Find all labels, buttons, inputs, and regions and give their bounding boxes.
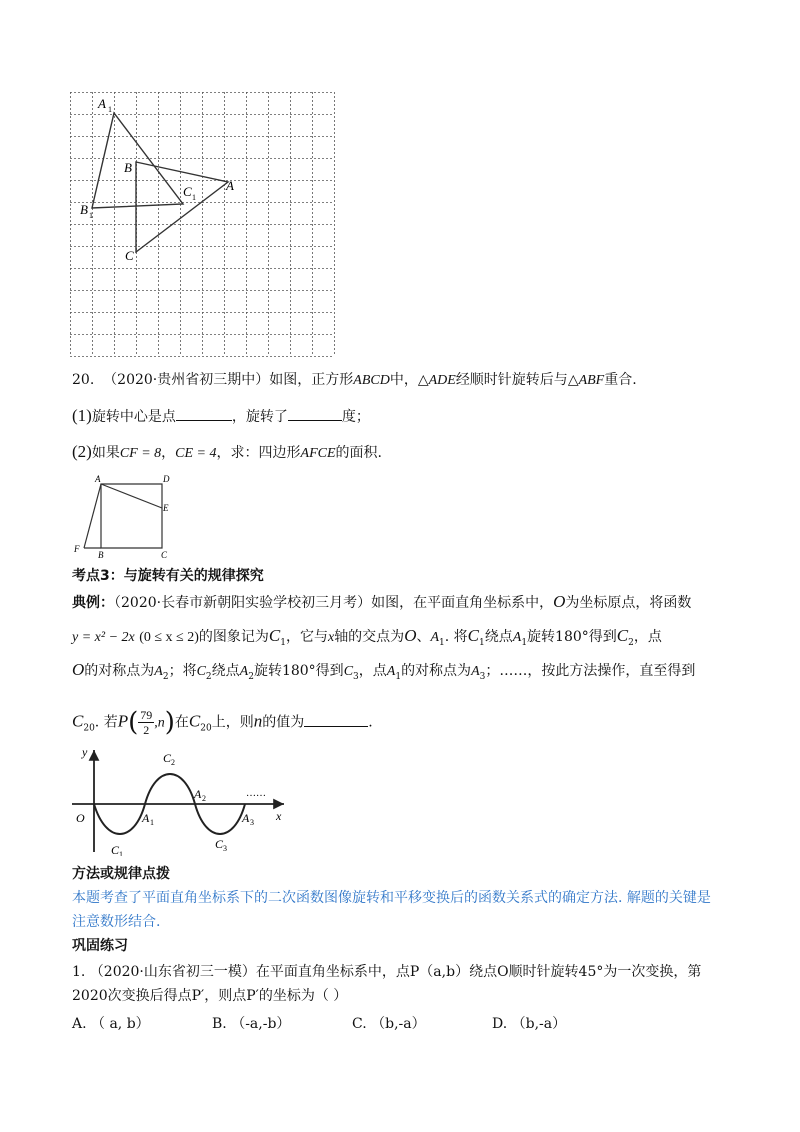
answer-blank[interactable] — [304, 726, 368, 727]
label-a1: A — [98, 96, 106, 111]
svg-text:C: C — [215, 837, 224, 851]
triangle-a1b1c1 — [92, 113, 183, 208]
answer-blank[interactable] — [176, 420, 232, 421]
example-line4: $C_{20}$. 若P( $\frac{79}{2}$ ,n)在$C_{20}$上，则n的值为 . — [72, 707, 373, 738]
svg-text:1: 1 — [150, 818, 154, 827]
option-c[interactable]: C. （b,-a） — [352, 1016, 426, 1032]
label-a: A — [226, 178, 234, 193]
svg-text:F: F — [74, 544, 80, 554]
svg-text:……: …… — [246, 788, 266, 799]
figure-curve — [70, 744, 290, 856]
example-line1: 典例：（2020·长春市新朝阳实验学校初三月考）如图，在平面直角坐标系中，O为坐标原点，将函数 — [72, 592, 692, 611]
example-line2: y = x² − 2x (0 ≤ x ≤ 2)的图象记为$C_1$，它与x轴的交点为O、$A_1$. 将$C_1$绕点$A_1$旋转180°得到$C_2$，点 — [72, 626, 662, 648]
label-b: B — [124, 160, 132, 175]
option-d[interactable]: D. （b,-a） — [492, 1016, 567, 1032]
svg-text:1: 1 — [119, 850, 123, 856]
method-text-line1: 本题考查了平面直角坐标系下的二次函数图像旋转和平移变换后的函数关系式的确定方法. 解题的关键是 — [72, 890, 711, 906]
svg-text:C: C — [111, 843, 120, 856]
grid-svg — [70, 92, 335, 357]
example-line3: O的对称点为$A_2$；将$C_2$绕点$A_2$旋转180°得到$C_3$，点$A_1$的对称点为$A_3$；……，按此方法操作，直至得到 — [72, 660, 696, 682]
fraction: $\frac{79}{2}$ — [140, 708, 153, 737]
method-title: 方法或规律点拨 — [72, 866, 170, 882]
label-b1: B — [80, 202, 88, 217]
figure-grid-rotation — [70, 92, 335, 357]
square — [101, 484, 162, 548]
svg-text:A: A — [242, 811, 250, 825]
svg-text:1: 1 — [108, 105, 112, 114]
label-c: C — [125, 248, 134, 263]
figure-square-abcd — [70, 472, 180, 560]
practice-q1-line2: 2020次变换后得点P′，则点P′的坐标为（ ） — [72, 988, 348, 1004]
answer-blank[interactable] — [288, 420, 342, 421]
svg-text:3: 3 — [250, 818, 254, 827]
practice-q1-line1: 1. （2020·山东省初三一模）在平面直角坐标系中，点P（a,b）绕点O顺时针旋转45°为一次变换，第 — [72, 964, 702, 980]
svg-text:A: A — [142, 811, 150, 825]
svg-text:C: C — [161, 550, 168, 560]
svg-text:A: A — [95, 474, 101, 484]
svg-text:E: E — [163, 503, 169, 513]
triangle-abc — [136, 162, 228, 252]
svg-text:A: A — [194, 787, 202, 801]
option-b[interactable]: B. （-a,-b） — [212, 1016, 291, 1032]
option-a[interactable]: A. （ a, b） — [72, 1016, 150, 1032]
section-title-kaodian3: 考点3：与旋转有关的规律探究 — [72, 568, 264, 584]
svg-text:D: D — [163, 474, 170, 484]
svg-text:2: 2 — [171, 758, 175, 767]
method-text-line2: 注意数形结合. — [72, 914, 161, 930]
svg-text:B: B — [98, 550, 104, 560]
q20-part2: (2)如果CF = 8，CE = 4，求：四边形AFCE的面积. — [72, 442, 382, 461]
svg-text:1: 1 — [89, 211, 93, 220]
svg-text:1: 1 — [192, 193, 196, 202]
svg-text:y: y — [82, 745, 88, 759]
svg-text:C: C — [163, 751, 172, 765]
q20-stem: 20. （2020·贵州省初三期中）如图，正方形ABCD中，△ADE经顺时针旋转后与△ABF重合. — [72, 372, 637, 388]
q20-part1: (1)旋转中心是点 ，旋转了 度； — [72, 406, 370, 425]
svg-text:2: 2 — [202, 794, 206, 803]
label-c1: C — [183, 184, 192, 199]
svg-text:3: 3 — [223, 844, 227, 853]
svg-text:x: x — [276, 809, 282, 823]
practice-title: 巩固练习 — [72, 938, 128, 954]
svg-text:O: O — [76, 811, 85, 825]
